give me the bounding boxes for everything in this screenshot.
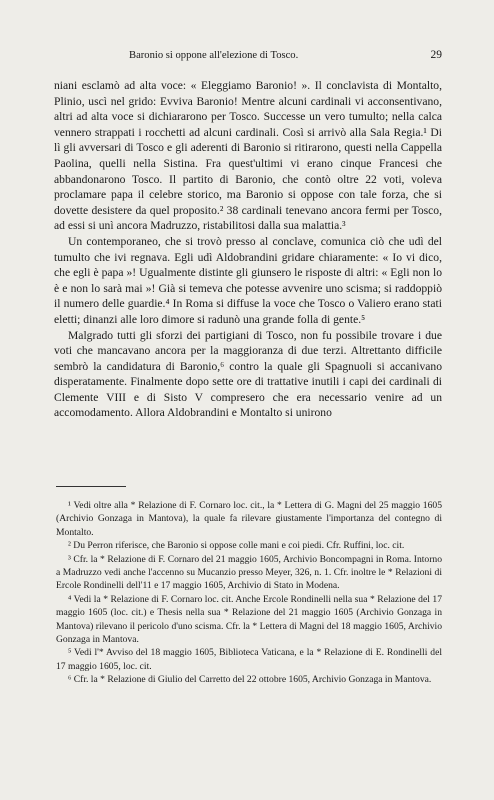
footnote-divider [56,486,126,487]
footnote: ⁶ Cfr. la * Relazione di Giulio del Carretto del 22 ottobre 1605, Archivio Gonzaga in Mantova. [68,674,432,686]
paragraph: Malgrado tutti gli sforzi dei partigiani di Tosco, non fu possibile trovare i due voti che mancavano ancora per la maggioranza di due terzi. Altrettanto difficile sembrò la candidatura di Baronio,⁶ contro la quale gli Spagnuoli si accanivano disperatamente. Finalmente dopo sette ore di trattative inutili i capi dei cardinali di Clemente VIII e di Sisto V compresero che era necessario venire ad un accomodamento. Allora Aldobrandini e Montalto si unirono [54,328,442,420]
footnote: ³ Cfr. la * Relazione di F. Cornaro del 21 maggio 1605, Archivio Boncompagni in Roma. Intorno a Madruzzo vedi anche l'accenno su Mucanzio presso Meyer, 326, n. 1. Cfr. inoltre le * Relazioni di Ercole Rondinelli dell'11 e 17 maggio 1605, Archivio di Stato in Modena. [56,553,442,592]
running-title: Baronio si oppone all'elezione di Tosco. [129,50,299,61]
main-text [54,78,442,421]
footnotes [56,499,442,687]
footnote: ¹ Vedi oltre alla * Relazione di F. Cornaro loc. cit., la * Lettera di G. Magni del 25 maggio 1605 (Archivio Gonzaga in Mantova), la quale fa rilevare giustamente l'importanza del contegno di Montalto. [56,500,442,538]
running-header [56,50,442,66]
page-number: 29 [430,49,442,61]
footnote: ⁴ Vedi la * Relazione di F. Cornaro loc. cit. Anche Ercole Rondinelli nella sua * Relazione del 17 maggio 1605 (loc. cit.) e Thesis nella sua * Relazione del 21 maggio 1605 (Archivio Gonzaga in Mantova) rilevano il pericolo d'uno scisma. Cfr. la * Lettera di Magni del 18 maggio 1605, Archivio Gonzaga in Mantova. [56,593,442,646]
paragraph: niani esclamò ad alta voce: « Eleggiamo Baronio! ». Il conclavista di Montalto, Plinio, uscì nel grido: Evviva Baronio! Mentre alcuni cardinali vi acconsentivano, altri ad alta voce si dichiararono per Tosco. Successe un vero tumulto; nella calca vennero strappati i rocchetti ad alcuni cardinali. Così si arrivò alla Sala Regia.¹ Di lì gli avversari di Tosco e gli aderenti di Baronio si ritirarono, questi nella Cappella Paolina, quelli nella Sistina. Fra quest'ultimi vi erano cinque Francesi che abbandonarono Tosco. Il partito di Baronio, che contò oltre 22 voti, voleva proclamare papa il celebre storico, ma Baronio si oppose con tale forza, che si dovette desistere da quel proposito.² 38 cardinali tenevano ancora fermi per Tosco, ad essi si unì ancora Madruzzo, ristabilitosi dalla sua malattia.³ [54,79,442,233]
paragraph: Un contemporaneo, che si trovò presso al conclave, comunica ciò che udì del tumulto che ivi regnava. Egli udì Aldobrandini gridare chiaramente: « Io vi dico, che egli è papa »! Ugualmente distinte gli giunsero le risposte di altri: « Egli non lo è e non lo sarà mai »! Già si temeva che potesse avvenire uno scisma; si raddoppiò il numero delle guardie.⁴ In Roma si diffuse la voce che Tosco o Valiero erano stati eletti; dinanzi alle loro dimore si radunò una grande folla di gente.⁵ [54,234,442,326]
footnote: ² Du Perron riferisce, che Baronio si oppose colle mani e coi piedi. Cfr. Ruffini, loc. cit. [68,540,405,552]
footnote: ⁵ Vedi l'* Avviso del 18 maggio 1605, Biblioteca Vaticana, e la * Relazione di E. Rondinelli del 17 maggio 1605, loc. cit. [56,647,442,672]
